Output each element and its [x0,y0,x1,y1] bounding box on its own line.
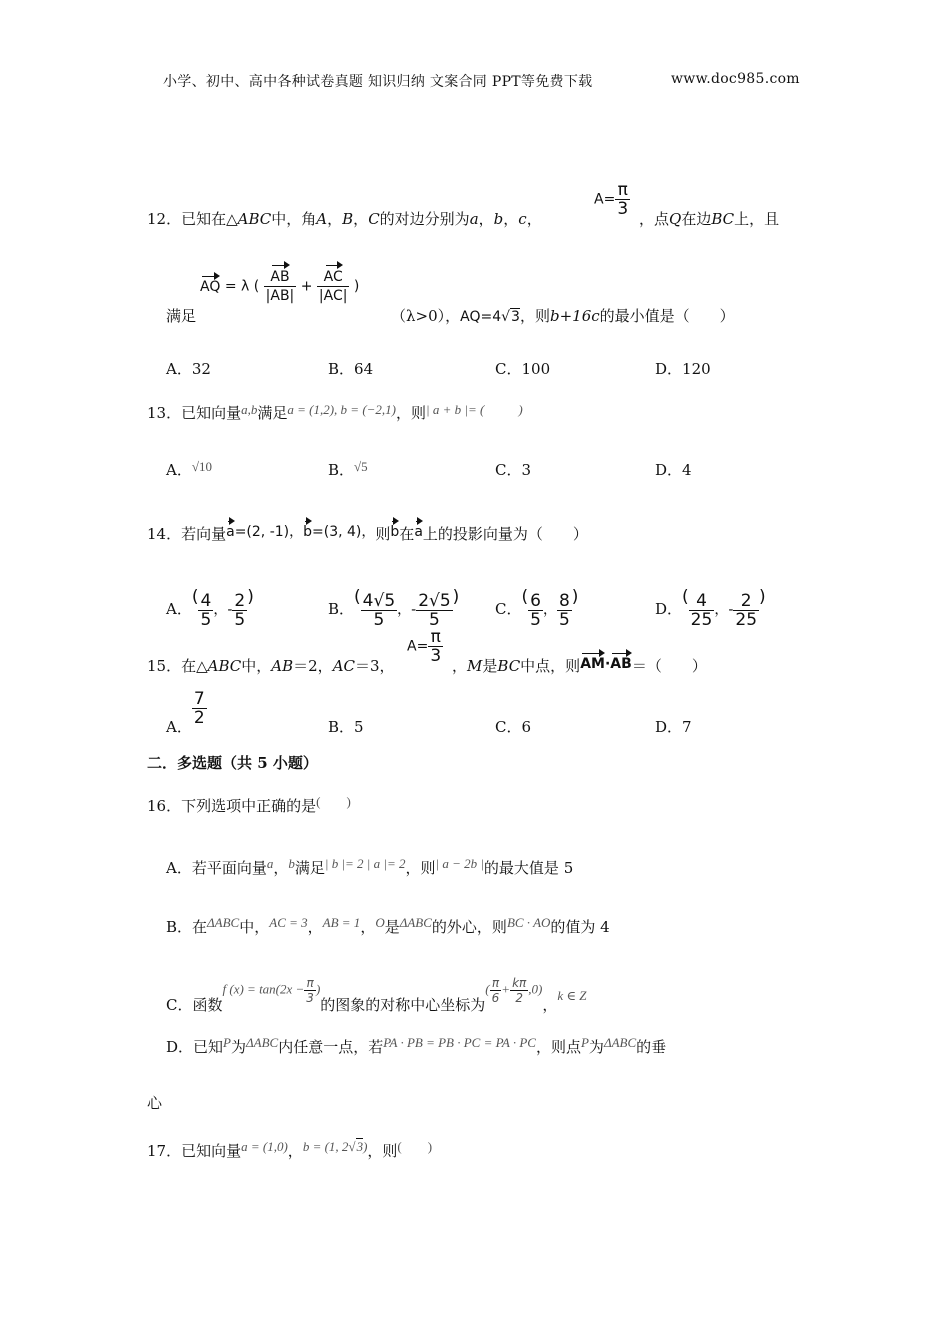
option-label: D． [655,718,683,736]
side-bc: BC [497,657,521,675]
text: 为 [231,1038,247,1056]
text: 若平面向量 [191,859,267,877]
dot-product [580,656,632,672]
fraction [689,592,715,629]
side-ac: AC [332,657,355,675]
frac-den: 5 [234,609,246,630]
minus-sign: - [728,602,734,618]
q15-option-b[interactable] [328,716,364,737]
q14-option-d[interactable] [655,568,766,629]
option-value: 64 [354,360,374,378]
text: 下列选项中正确的是 [181,797,317,815]
frac-den: 3 [617,199,629,219]
ac-unit-fraction [317,268,350,305]
option-label: D． [655,600,683,618]
q16-option-c[interactable] [166,968,586,1015]
text: 则 [375,525,391,543]
q16-option-b[interactable] [166,915,610,937]
side-ab: AB [271,657,294,675]
frac-num: 4 [200,590,212,611]
question-number: 14． [147,525,182,543]
triangle: ΔABC [207,915,240,930]
question-15-stem [147,655,395,676]
dot-product-condition: PA · PB = PB · PC = PA · PC [383,1035,536,1050]
text: ＝（ ） [631,657,707,675]
frac-num: π [304,976,316,991]
side-a: a [469,210,479,228]
text: ， [478,210,494,228]
option-label: C． [495,718,522,736]
q12-option-a[interactable] [166,358,211,379]
text: ， [503,210,519,228]
frac-num: 4 [689,592,715,611]
option-label: A． [166,360,192,378]
q13-option-c[interactable] [495,459,531,480]
triangle-name: ABC [237,210,272,228]
text: 中， [241,657,272,675]
text: 上，且 [734,210,780,228]
text: ， [452,657,468,675]
text: ， [287,1142,303,1160]
dot: · [604,656,611,672]
q16-option-a[interactable] [166,856,573,878]
point-m: M [467,657,483,675]
comma: ， [397,602,412,618]
b-vector: b [303,524,313,540]
text: 的最大值是 5 [483,859,574,877]
pi-over-3 [304,976,316,1005]
option-value: √10 [191,459,212,474]
close-paren: ) [353,278,360,295]
close-paren: ) [571,587,579,607]
text: 满足 [294,859,325,877]
frac-num: kπ [512,976,527,990]
text: 若向量 [181,525,227,543]
text: ，点 [639,210,670,228]
point-p: P [580,1035,589,1050]
q14-option-a[interactable] [166,568,254,629]
aq-vector [200,279,220,295]
plus-sign: + [501,981,511,997]
frac-den: 25 [690,609,713,630]
fraction [192,690,207,727]
q15-option-d[interactable] [655,716,692,737]
expression: b+16c [549,307,600,325]
q12-option-c[interactable] [495,358,550,379]
text: ， [353,210,369,228]
question-13-stem [147,402,523,423]
text: ， [307,918,323,936]
triangle: ΔABC [399,915,432,930]
option-value: 7 [682,718,692,736]
q13-option-b[interactable] [328,459,368,480]
b-prefix: b = (1, 2 [302,1139,349,1154]
minus-sign: - [227,602,233,618]
frac-den: 6 [491,991,500,1005]
text: ＝2， [293,657,333,675]
triangle-name: ABC [207,657,242,675]
side-ab: AB = 1 [322,915,361,930]
header-banner [163,71,592,91]
q14-option-b[interactable] [328,568,459,629]
frac-num: π [490,976,502,991]
pi-over-3 [428,628,443,665]
option-label: D． [655,360,683,378]
open-paren: ( [682,587,689,607]
option-value: 120 [682,360,711,378]
kpi-over-2 [510,976,528,1005]
fraction [557,592,572,629]
ab-vector: AB [270,269,290,285]
comma: ， [714,602,729,618]
sqrt-sign: √ [501,309,511,325]
frac-den: 5 [200,609,212,630]
text: 在边 [681,210,712,228]
sqrt-3: 3 [356,1139,364,1154]
frac-num: 2 [733,592,759,611]
a-vector: a [414,524,423,540]
option-value: 6 [521,718,532,736]
frac-num [317,268,350,287]
text: 内任意一点，若 [278,1038,384,1056]
am-vector: AM [580,656,605,672]
comma: ， [542,602,557,618]
q15-option-a[interactable] [166,690,207,737]
angle-a: A [316,210,328,228]
question-number: 17． [147,1142,182,1160]
q15-option-c[interactable] [495,716,531,737]
lambda-expr: = λ ( [224,278,260,295]
text: 在△ [181,657,208,675]
ab-vector: AB [610,656,632,672]
header-url-text: www.doc985.com [671,71,800,87]
text: ＝3， [355,657,395,675]
vector-values: a = (1,2), b = (−2,1) [287,402,397,417]
text: 中，角 [271,210,317,228]
frac-num [264,268,297,287]
b-value: =(3, 4)， [312,524,376,540]
frac-den: 5 [373,609,385,630]
q14-option-c[interactable] [495,568,578,629]
frac-num: 7 [193,689,205,709]
close-paren: ) [518,402,523,417]
text: ， [526,210,542,228]
frac-den: 2 [515,991,523,1005]
text: 在 [399,525,415,543]
answer-paren: ( ) [316,794,351,809]
text: 中点，则 [520,657,581,675]
frac-den: 25 [735,609,758,630]
point-p: P [223,1035,231,1050]
frac-num: 2 [234,590,246,611]
text: 已知向量 [181,404,242,422]
option-value: √5 [354,459,368,474]
option-label: A． [166,859,192,877]
frac-num: 4√5 [362,590,396,611]
option-value: 5 [354,718,364,736]
text: 满足 [257,404,288,422]
question-number: 13． [147,404,182,422]
option-label: C． [495,360,522,378]
question-14-stem [147,521,588,544]
q12-line2-tail [391,305,735,326]
option-label: D． [655,461,683,479]
triangle: ΔABC [603,1035,637,1050]
point-q: Q [669,210,682,228]
center-coordinates [485,968,542,1005]
side-b: b [493,210,504,228]
open-paren: ( [521,587,529,607]
frac-num: 8 [558,590,570,611]
text: ，则 [367,1142,398,1160]
a-vector: a [226,524,235,540]
vector-b: b [288,856,295,871]
option-label: A． [166,718,192,736]
option-label: C． [495,461,522,479]
fraction [528,592,543,629]
function-expr: f (x) = tan(2x − [222,981,305,997]
option-value: 32 [191,360,211,378]
pi-over-3 [615,181,630,218]
side-bc: BC [711,210,735,228]
option-label: B． [328,600,355,618]
frac-num: π [428,628,443,647]
option-value: 100 [521,360,551,378]
question-12-stem [147,208,542,229]
text: ， [327,210,343,228]
ac-vector: AC [323,269,343,285]
q16-option-d-wrap [147,1092,162,1113]
magnitude-expr: | a + b |= ( [426,402,485,417]
b-suffix: ) [363,1139,368,1154]
function-def [223,968,321,1005]
a-value: =(2, -1)， [234,524,304,540]
angle-b: B [342,210,354,228]
side-ac: AC = 3 [269,915,308,930]
q13-option-d[interactable] [655,459,692,480]
sqrt-3: 3 [511,309,520,325]
option-label: B． [166,918,193,936]
option-label: D． [166,1038,194,1056]
close-paren: ) [247,587,254,607]
option-value: 3 [521,461,532,479]
open-paren: ( [354,587,361,607]
magnitude-expr: | a − 2b | [435,856,484,871]
text: 的值为 4 [550,918,610,936]
option-label: C． [495,600,522,618]
open-paren: ( [191,587,199,607]
text: 上的投影向量为（ ） [422,525,588,543]
fraction [232,592,247,629]
question-16-stem [147,791,351,816]
frac-den: 5 [558,609,570,630]
frac-num: π [615,181,630,200]
close-paren: ) [315,981,321,997]
b-vector: b [390,524,400,540]
q12-option-b[interactable] [328,358,373,379]
sqrt-sign: √ [348,1139,356,1154]
fraction [416,592,452,629]
option-label: A． [166,600,192,618]
side-c: c [518,210,527,228]
formula-a: A= [407,638,429,655]
magnitude-condition: | b |= 2 | a |= 2 [324,856,406,871]
question-12-stem-tail [639,208,779,229]
text: 已知 [193,1038,224,1056]
frac-num: 2√5 [418,590,451,611]
frac-den: |AB| [265,288,295,304]
plus-sign: + [300,278,313,295]
vector-b-def [303,1138,368,1154]
text: 心 [147,1094,163,1112]
aq-length: AQ=4 [460,309,502,325]
text: 是 [482,657,498,675]
answer-paren: ( ) [397,1139,433,1154]
option-value: 4 [682,461,692,479]
fraction [361,592,397,629]
vectors-ab: a,b [241,402,258,417]
formula-a: A= [594,191,616,208]
text: 的最小值是（ ） [599,307,735,325]
k-integer: k ∈ Z [557,988,587,1003]
text: ，则 [519,307,550,325]
fraction [733,592,759,629]
close-paren: ) [452,587,460,607]
option-label: B． [328,461,355,479]
text: 中， [239,918,270,936]
question-number: 16． [147,797,182,815]
text: 在 [192,918,208,936]
frac-den: |AC| [318,288,348,304]
q16-option-d[interactable] [166,1035,666,1057]
fraction [198,592,213,629]
point-o: O [375,915,385,930]
lambda-condition: （λ>0）， [391,307,461,325]
text: 的对边分别为 [379,210,470,228]
text: 函数 [192,996,223,1014]
text: ， [273,859,289,877]
frac-den: 2 [193,708,205,728]
text: ，则 [405,859,436,877]
ab-unit-fraction [264,268,297,305]
text: 是 [384,918,400,936]
text: 的垂 [636,1038,667,1056]
text: 为 [588,1038,604,1056]
question-number: 12． [147,210,182,228]
text: ，则 [396,404,427,422]
q15-angle-formula [407,628,443,665]
text: ， [360,918,376,936]
text: ， [542,996,558,1014]
frac-num: 6 [530,590,541,611]
close-paren: ) [759,587,766,607]
q12-vector-formula [200,268,359,305]
frac-den: 3 [430,646,442,666]
q12-line2-prefix [166,305,196,326]
question-number: 15． [147,657,182,675]
frac-den: 5 [530,609,541,630]
aq-vector-text: AQ [200,278,221,295]
header-url[interactable] [671,71,800,87]
section-title-text: 二．多选题（共 5 小题） [147,754,318,772]
vector-a-def [226,524,375,540]
pi-over-6 [490,976,502,1005]
option-label: B． [328,718,355,736]
option-label: A． [166,461,192,479]
question-17-stem [147,1136,432,1161]
option-label: C． [166,996,193,1014]
text: 的图象的对称中心坐标为 [320,996,486,1014]
text: 已知在△ [181,210,238,228]
q12-option-d[interactable] [655,358,711,379]
frac-den: 3 [306,991,314,1005]
q12-angle-formula [594,181,630,218]
frac-den: 5 [429,609,440,630]
option-label: B． [328,360,355,378]
q13-option-a[interactable] [166,459,212,480]
text: 已知向量 [181,1142,242,1160]
comma: ， [213,602,228,618]
text: 的外心，则 [431,918,507,936]
section-title [147,752,318,773]
text: 满足 [166,307,197,325]
question-15-stem-tail [452,655,707,676]
triangle: ΔABC [246,1035,279,1050]
vector-a-def: a = (1,0) [241,1139,288,1154]
dot-product: BC · AO [506,915,551,930]
coord-tail: ,0) [528,981,543,997]
vector-a: a [266,856,274,871]
text: ，则点 [535,1038,581,1056]
angle-c: C [368,210,380,228]
minus-sign: - [411,602,417,618]
open-paren: ( [485,981,490,997]
header-left-text: 小学、初中、高中各种试卷真题 知识归纳 文案合同 PPT等免费下载 [163,74,593,90]
